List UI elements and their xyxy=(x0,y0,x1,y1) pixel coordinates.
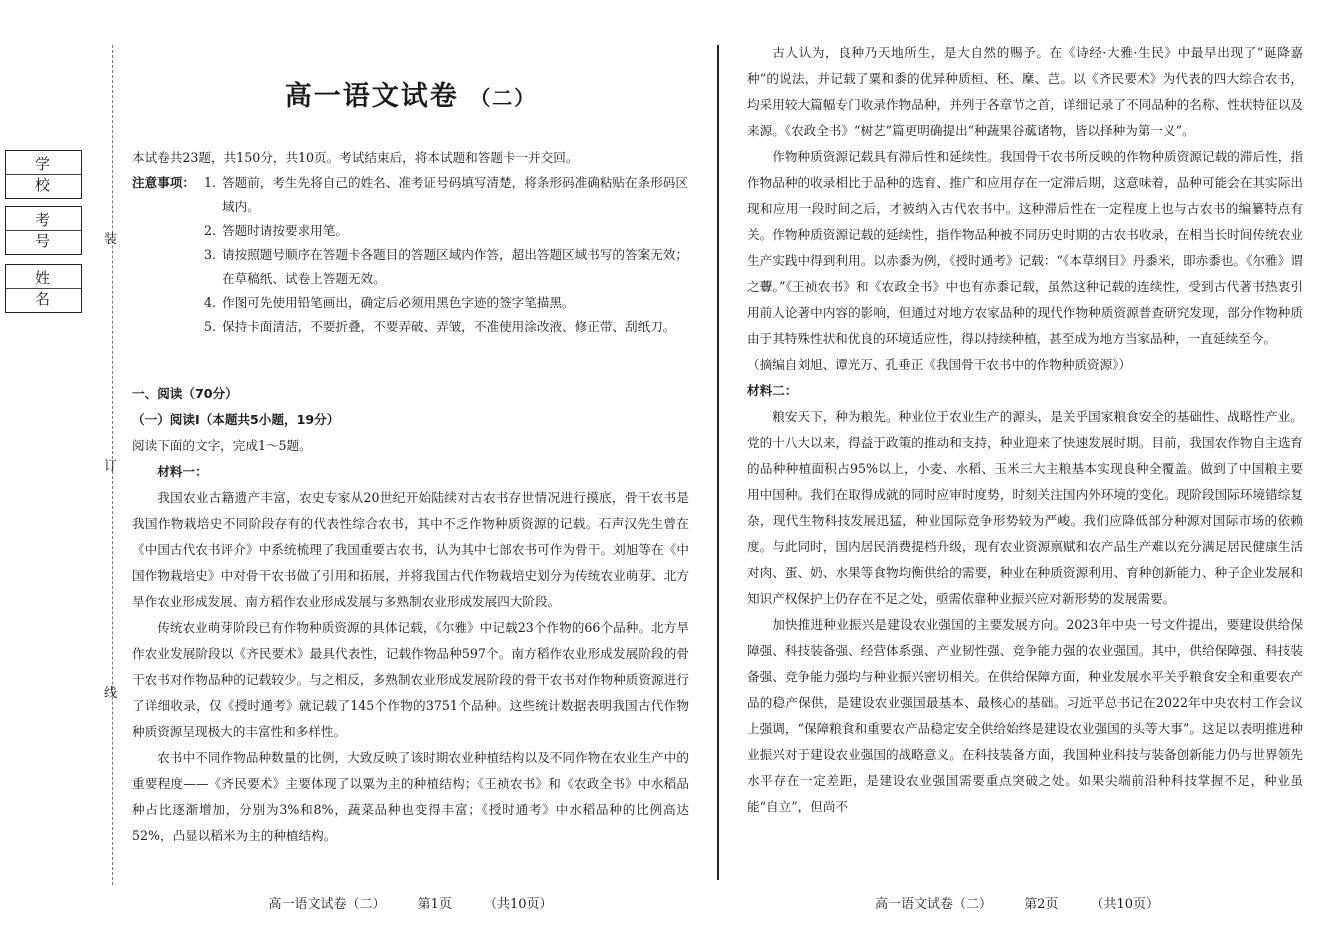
exam-number-box xyxy=(5,206,82,255)
title-main: 高一语文试卷 xyxy=(284,81,459,112)
left-paragraph: 农书中不同作物品种数量的比例，大致反映了该时期农业种植结构以及不同作物在农业生产中的重要程度——《齐民要术》主要体现了以粟为主的种植结构；《王祯农书》和《农政全书》中水稻品种占比逐渐增加，分别为3%和8%，蔬菜品种也变得丰富；《授时通考》中水稻品种的比例高达52%，凸显以稻米为主的种植结构。 xyxy=(132,750,689,843)
right-paragraph: 古人认为，良种乃天地所生，是大自然的赐予。在《诗经·大雅·生民》中最早出现了“诞降嘉种”的说法，并记载了粟和黍的优异种质桓、秠、穈、芑。以《齐民要术》为代表的四大综合农书，均采用较大篇幅专门收录作物品种，并列于各章节之首，详细记录了不同品种的名称、性状特征以及来源。《农政全书》“树艺”篇更明确提出“种蔬果谷蓏诸物，皆以择种为第一义”。 xyxy=(747,45,1303,138)
name-box xyxy=(5,264,82,313)
notice-text: 作图可先使用铅笔画出，确定后必须用黑色字迹的签字笔描黑。 xyxy=(222,295,575,310)
name-label: 姓名 xyxy=(34,269,66,308)
left-paragraph: 传统农业萌芽阶段已有作物种质资源的具体记载，《尔雅》中记载23个作物的66个品种。北方旱作农业发展阶段以《齐民要术》最具代表性，记载作物品种597个。南方稻作农业形成发展阶段的骨干农书对作物品种的记载较少。与之相反，多熟制农业形成发展阶段的骨干农书对作物种质资源进行了详细收录，仅《授时通考》就记载了145个作物的3751个品种。这些统计数据表明我国古代作物种质资源呈现极大的丰富性和多样性。 xyxy=(132,620,689,739)
notice-text: 请按照题号顺序在答题卡各题目的答题区域内作答，超出答题区域书写的答案无效；在草稿纸、试卷上答题无效。 xyxy=(222,247,688,286)
footer-left xyxy=(132,893,689,912)
right-paragraph: 加快推进种业振兴是建设农业强国的主要发展方向。2023年中央一号文件提出，要建设供给保障强、科技装备强、经营体系强、产业韧性强、竞争能力强的农业强国。其中，供给保障强、科技装备强、竞争能力强均与种业振兴密切相关。在供给保障方面，种业发展水平关乎粮食安全和重要农产品的稳产保供，是建设农业强国最基本、最核心的基础。习近平总书记在2022年中央农村工作会议上强调，“保障粮食和重要农产品稳定安全供给始终是建设农业强国的头等大事”。这足以表明推进种业振兴对于建设农业强国的战略意义。在科技装备方面，我国种业科技与装备创新能力仍与世界领先水平存在一定差距，是建设农业强国需要重点突破之处。如果尖端前沿种科技掌握不足，种业虽能“自立”，但尚不 xyxy=(747,617,1303,814)
notice-item xyxy=(132,219,689,243)
footer-title: 高一语文试卷（二） xyxy=(874,897,992,912)
binding-char-xian: 线 xyxy=(104,686,118,701)
notice-item xyxy=(132,291,689,315)
notice-head: 注意事项： xyxy=(132,175,195,190)
notice-item xyxy=(132,315,689,339)
footer-title: 高一语文试卷（二） xyxy=(268,897,386,912)
right-paragraph: 作物种质资源记载具有滞后性和延续性。我国骨干农书所反映的作物种质资源记载的滞后性，指作物品种的收录相比于品种的选育、推广和应用存在一定滞后期，这意味着，品种可能会在其实际出现和应用一段时间之后，才被纳入古代农书中。这种滞后性在一定程度上也与古农书的编纂特点有关。作物种质资源记载的延续性，指作物品种被不同历史时期的古农书收录，在相当长时间传统农业生产实践中得到利用。以赤黍为例，《授时通考》记载：“《本草纲目》丹黍米，即赤黍也。《尔雅》谓之虋。”《王祯农书》和《农政全书》中也有赤黍记载，虽然这种记载的连续性，受到古代著书热衷引用前人论著中内容的影响，但通过对地方农家品种的现代作物种质资源普查研究发现，部分作物种质由于其特殊性状和优良的环境适应性，得以持续种植，甚至成为地方当家品种，一直延续至今。 xyxy=(747,149,1303,346)
footer-right xyxy=(717,893,1317,912)
notice-item xyxy=(132,171,689,219)
binding-char-ding: 订 xyxy=(104,459,118,474)
section-heading: 一、阅读（70分） xyxy=(132,386,238,401)
binding-char-zhuang: 装 xyxy=(104,232,118,247)
notice-text: 答题前，考生先将自己的姓名、准考证号码填写清楚，将条形码准确粘贴在条形码区域内。 xyxy=(222,175,688,214)
footer-page: 第1页 xyxy=(417,897,452,912)
notice-num: 1. xyxy=(204,175,217,190)
material1-label: 材料一： xyxy=(157,464,208,479)
notice-text: 答题时请按要求用笔。 xyxy=(222,223,348,238)
page-divider xyxy=(717,45,719,880)
notice-num: 5. xyxy=(204,319,217,334)
notice-text: 保持卡面清洁，不要折叠，不要弄破、弄皱，不准使用涂改液、修正带、刮纸刀。 xyxy=(222,319,676,334)
footer-total: （共10页） xyxy=(484,897,553,912)
notice-item xyxy=(132,243,689,291)
material2-label: 材料二： xyxy=(747,383,798,398)
intro-text: 本试卷共23题，共150分，共10页。考试结束后，将本试题和答题卡一并交回。 xyxy=(132,150,579,165)
school-label: 学校 xyxy=(34,155,66,194)
right-column xyxy=(747,40,1303,814)
notice-num: 3. xyxy=(204,247,217,262)
title-suffix: （二） xyxy=(470,86,537,110)
notice-num: 2. xyxy=(204,223,217,238)
school-box xyxy=(5,150,82,199)
notice-num: 4. xyxy=(204,295,217,310)
instruction-text: 阅读下面的文字，完成1～5题。 xyxy=(132,438,312,453)
page-title xyxy=(132,74,689,113)
footer-page: 第2页 xyxy=(1024,897,1059,912)
subsection-heading: （一）阅读Ⅰ（本题共5小题，19分） xyxy=(132,412,340,427)
source-citation: （摘编自刘旭、谭光万、孔垂正《我国骨干农书中的作物种质资源》） xyxy=(747,357,1132,372)
right-paragraph: 粮安天下，种为粮先。种业位于农业生产的源头，是关乎国家粮食安全的基础性、战略性产业。党的十八大以来，得益于政策的推动和支持，种业迎来了快速发展时期。目前，我国农作物自主选育的品种种植面积占95%以上，小麦、水稻、玉米三大主粮基本实现良种全覆盖。做到了中国粮主要用中国种。我们在取得成就的同时应审时度势，时刻关注国内外环境的变化。现阶段国际环境错综复杂，现代生物科技发展迅猛，种业国际竞争形势较为严峻。我们应降低部分种源对国际市场的依赖度。与此同时，国内居民消费提档升级，现有农业资源禀赋和农产品生产难以充分满足居民健康生活对肉、蛋、奶、水果等食物均衡供给的需要，种业在种质资源利用、育种创新能力、种子企业发展和知识产权保护上仍存在不足之处，亟需依靠种业振兴应对新形势的发展需要。 xyxy=(747,409,1303,606)
footer-total: （共10页） xyxy=(1090,897,1160,912)
exam-number-label: 考号 xyxy=(34,211,66,250)
left-paragraph: 我国农业古籍遗产丰富，农史专家从20世纪开始陆续对古农书存世情况进行摸底，骨干农书是我国作物栽培史不同阶段存有的代表性综合农书，其中不乏作物种质资源的记载。石声汉先生曾在《中国古代农书评介》中系统梳理了我国重要古农书，认为其中七部农书可作为骨干。刘旭等在《中国作物栽培史》中对骨干农书做了引用和拓展，并将我国古代作物栽培史划分为传统农业萌芽、北方旱作农业形成发展、南方稻作农业形成发展与多熟制农业形成发展四大阶段。 xyxy=(132,490,689,609)
